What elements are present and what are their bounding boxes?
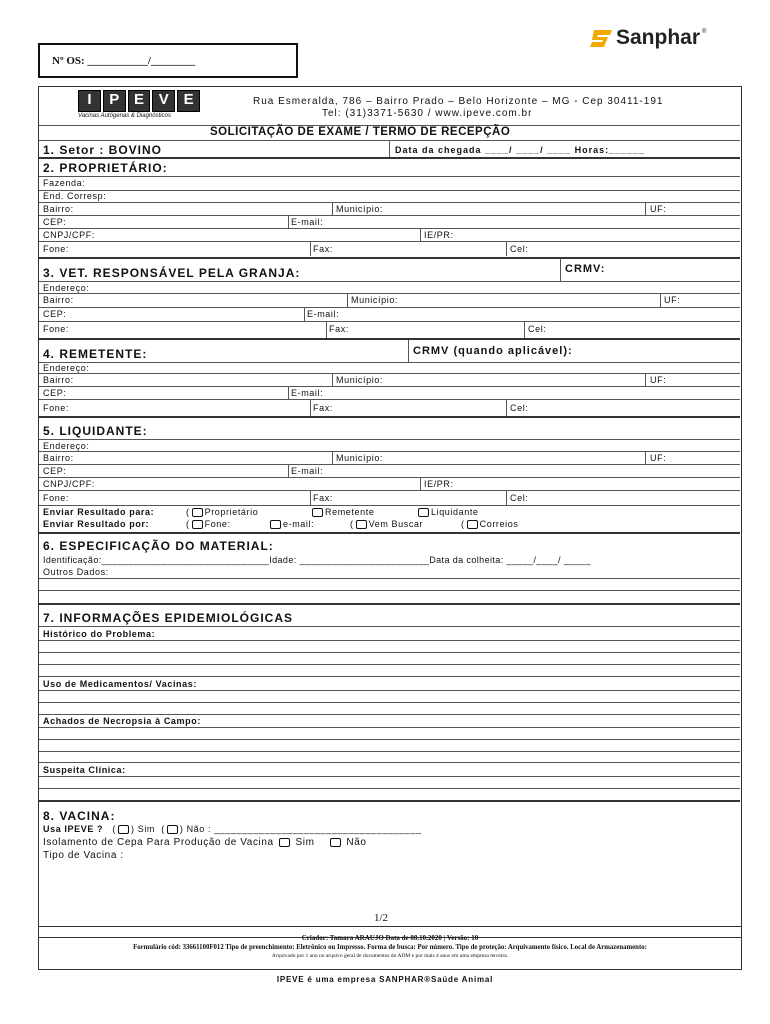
address-line2: Tel: (31)3371-5630 / www.ipeve.com.br <box>322 108 533 119</box>
bairro-field[interactable]: Bairro: <box>43 295 74 305</box>
email-field[interactable]: E-mail: <box>307 309 340 319</box>
suspeita-clinica-label: Suspeita Clínica: <box>43 765 126 775</box>
opt-fone[interactable]: ( Fone: <box>186 519 231 529</box>
cel-field[interactable]: Cel: <box>510 493 529 503</box>
checkbox[interactable] <box>192 520 203 529</box>
uf-field[interactable]: UF: <box>650 375 667 385</box>
endereco-field[interactable]: Endereço: <box>43 363 90 373</box>
cnpj-field[interactable]: CNPJ/CPF: <box>43 479 95 489</box>
opt-liquidante[interactable]: Liquidante <box>416 507 479 517</box>
section-8-title: 8. VACINA: <box>43 809 116 823</box>
checkbox[interactable] <box>418 508 429 517</box>
uf-field[interactable]: UF: <box>664 295 681 305</box>
section-2-title: 2. PROPRIETÁRIO: <box>43 161 168 175</box>
fone-field[interactable]: Fone: <box>43 403 70 413</box>
uf-field[interactable]: UF: <box>650 204 667 214</box>
fone-field[interactable]: Fone: <box>43 493 70 503</box>
email-field[interactable]: E-mail: <box>291 217 324 227</box>
municipio-field[interactable]: Município: <box>336 204 384 214</box>
cep-field[interactable]: CEP: <box>43 388 67 398</box>
fax-field[interactable]: Fax: <box>313 493 333 503</box>
checkbox[interactable] <box>192 508 203 517</box>
uso-medicamentos-label: Uso de Medicamentos/ Vacinas: <box>43 679 197 689</box>
section-6-title: 6. ESPECIFICAÇÃO DO MATERIAL: <box>43 539 274 553</box>
opt-vem-buscar[interactable]: ( Vem Buscar <box>350 519 424 529</box>
municipio-field[interactable]: Município: <box>336 453 384 463</box>
checkbox[interactable] <box>330 838 341 847</box>
cep-field[interactable]: CEP: <box>43 217 67 227</box>
opt-correios[interactable]: ( Correios <box>461 519 519 529</box>
municipio-field[interactable]: Município: <box>351 295 399 305</box>
crmv-field[interactable]: CRMV: <box>565 263 606 275</box>
sanphar-name: Sanphar <box>616 26 701 49</box>
fax-field[interactable]: Fax: <box>313 403 333 413</box>
checkbox[interactable] <box>118 825 129 834</box>
enviar-para-label: Enviar Resultado para: <box>43 507 155 517</box>
footer-archive: Arquivado por 1 ano no arquivo geral de documentos do ADM e por mais 4 anos em uma empresa terceira. <box>271 953 509 959</box>
bairro-field[interactable]: Bairro: <box>43 375 74 385</box>
identificacao-field[interactable]: Identificação:_______________________________Idade: ________________________Data da colheita: _____/____/ _____ <box>43 555 591 565</box>
checkbox[interactable] <box>270 520 281 529</box>
achados-necropsia-label: Achados de Necropsia à Campo: <box>43 716 201 726</box>
cep-field[interactable]: CEP: <box>43 466 67 476</box>
arrival-date-field[interactable]: Data da chegada ____/ ____/ ____ Horas:______ <box>395 145 646 155</box>
footer-box <box>38 926 742 970</box>
opt-remetente[interactable]: Remetente <box>310 507 374 517</box>
sanphar-mark-icon <box>590 27 616 49</box>
bairro-field[interactable]: Bairro: <box>43 204 74 214</box>
endereco-field[interactable]: Endereço: <box>43 283 90 293</box>
cel-field[interactable]: Cel: <box>528 324 547 334</box>
opt-proprietario[interactable]: ( Proprietário <box>186 507 259 517</box>
ipeve-logo: I P E V E Vacinas Autógenas & Diagnósticos <box>78 90 200 122</box>
municipio-field[interactable]: Município: <box>336 375 384 385</box>
company-line: IPEVE é uma empresa SANPHAR®Saúde Animal <box>276 975 494 984</box>
checkbox[interactable] <box>279 838 290 847</box>
os-field[interactable]: Nº OS: ___________/________ <box>52 55 195 67</box>
checkbox[interactable] <box>356 520 367 529</box>
historico-label: Histórico do Problema: <box>43 629 156 639</box>
opt-email[interactable]: e-mail: <box>268 519 314 529</box>
section-5-title: 5. LIQUIDANTE: <box>43 424 148 438</box>
tipo-vacina-field[interactable]: Tipo de Vacina : <box>43 850 124 861</box>
cep-field[interactable]: CEP: <box>43 309 67 319</box>
end-corresp-field[interactable]: End. Corresp: <box>43 191 107 201</box>
cnpj-field[interactable]: CNPJ/CPF: <box>43 230 95 240</box>
outros-dados-field[interactable]: Outros Dados: <box>43 567 109 577</box>
iepr-field[interactable]: IE/PR: <box>424 230 454 240</box>
crmv-aplicavel-field[interactable]: CRMV (quando aplicável): <box>413 345 573 357</box>
checkbox[interactable] <box>167 825 178 834</box>
fax-field[interactable]: Fax: <box>313 244 333 254</box>
enviar-por-label: Enviar Resultado por: <box>43 519 150 529</box>
address-line1: Rua Esmeralda, 786 – Bairro Prado – Belo Horizonte – MG - Cep 30411-191 <box>253 96 664 107</box>
section-7-title: 7. INFORMAÇÕES EPIDEMIOLÓGICAS <box>43 611 294 625</box>
endereco-field[interactable]: Endereço: <box>43 441 90 451</box>
fax-field[interactable]: Fax: <box>329 324 349 334</box>
email-field[interactable]: E-mail: <box>291 388 324 398</box>
cel-field[interactable]: Cel: <box>510 244 529 254</box>
isolamento-row: Isolamento de Cepa Para Produção de Vacina Sim Não <box>43 837 367 848</box>
form-title: SOLICITAÇÃO DE EXAME / TERMO DE RECEPÇÃO <box>210 126 511 138</box>
sanphar-logo: Sanphar ® <box>590 25 710 55</box>
os-box <box>38 43 298 78</box>
section-3-title: 3. VET. RESPONSÁVEL PELA GRANJA: <box>43 266 301 280</box>
uf-field[interactable]: UF: <box>650 453 667 463</box>
checkbox[interactable] <box>467 520 478 529</box>
usa-ipeve-row: Usa IPEVE ? ( ) Sim ( ) Não : _____________________________________ <box>43 824 422 834</box>
fone-field[interactable]: Fone: <box>43 324 70 334</box>
iepr-field[interactable]: IE/PR: <box>424 479 454 489</box>
section-4-title: 4. REMETENTE: <box>43 347 148 361</box>
cel-field[interactable]: Cel: <box>510 403 529 413</box>
page-number: 1/2 <box>374 912 389 924</box>
section-1-title: 1. Setor : BOVINO <box>43 143 163 157</box>
ipeve-tagline: Vacinas Autógenas & Diagnósticos <box>78 113 171 119</box>
fone-field[interactable]: Fone: <box>43 244 70 254</box>
footer-form-info: Formulário cód: 33661100F012 Tipo de preenchimento: Eletrônico ou Impresso. Forma de busca: Por número. Tipo de proteção: Arquivamento físico. Local de Armazenamento: <box>133 944 647 951</box>
footer-creator: Criador: Tamara ARAUJO Data de 08.10.2020 | Versão: 10 <box>301 934 479 942</box>
email-field[interactable]: E-mail: <box>291 466 324 476</box>
checkbox[interactable] <box>312 508 323 517</box>
fazenda-field[interactable]: Fazenda: <box>43 178 86 188</box>
bairro-field[interactable]: Bairro: <box>43 453 74 463</box>
